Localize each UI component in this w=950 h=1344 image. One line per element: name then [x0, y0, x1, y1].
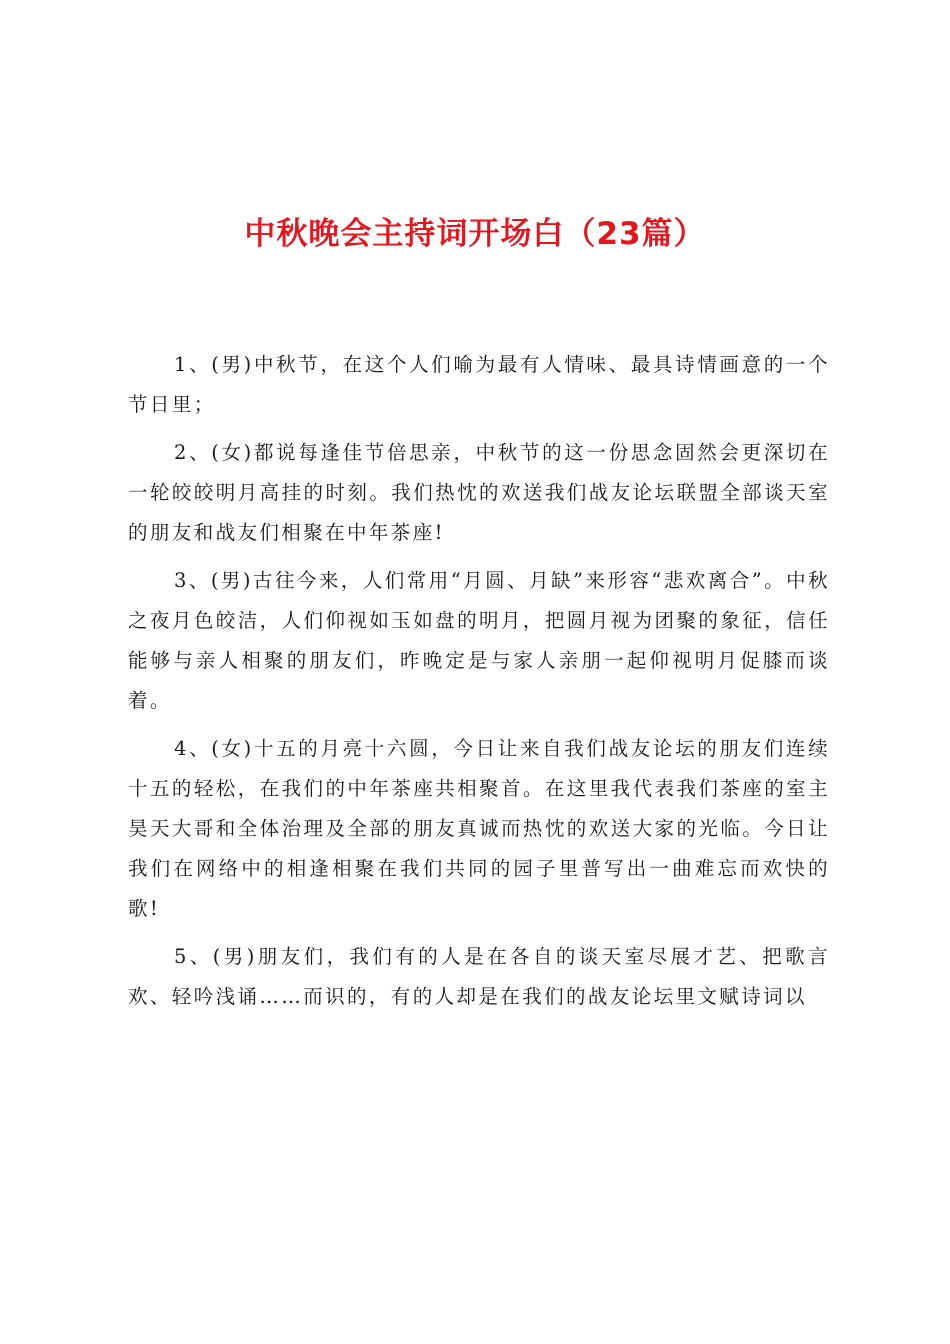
document-title: 中秋晚会主持词开场白（23篇） — [244, 216, 706, 252]
paragraph-4: 4、(女)十五的月亮十六圆，今日让来自我们战友论坛的朋友们连续十五的轻松，在我们的中年茶座共相聚首。在这里我代表我们茶座的室主昊天大哥和全体治理及全部的朋友真诚而热忱的欢送大家的光临。今日让我们在网络中的相逢相聚在我们共同的园子里普写出一曲难忘而欢快的歌! — [128, 737, 830, 920]
paragraph-3: 3、(男)古往今来，人们常用“月圆、月缺”来形容“悲欢离合”。中秋之夜月色皎洁，人们仰视如玉如盘的明月，把圆月视为团聚的象征，信任能够与亲人相聚的朋友们，昨晚定是与家人亲朋一起仰视明月促膝而谈着。 — [128, 569, 830, 712]
paragraph-1: 1、(男)中秋节，在这个人们喻为最有人情味、最具诗情画意的一个节日里； — [128, 353, 830, 416]
paragraph-2: 2、(女)都说每逢佳节倍思亲，中秋节的这一份思念固然会更深切在一轮皎皎明月高挂的时刻。我们热忱的欢送我们战友论坛联盟全部谈天室的朋友和战友们相聚在中年茶座! — [128, 441, 830, 544]
paragraph-5: 5、(男)朋友们，我们有的人是在各自的谈天室尽展才艺、把歌言欢、轻吟浅诵……而识的，有的人却是在我们的战友论坛里文赋诗词以 — [128, 945, 830, 1008]
document-body — [128, 345, 830, 1025]
